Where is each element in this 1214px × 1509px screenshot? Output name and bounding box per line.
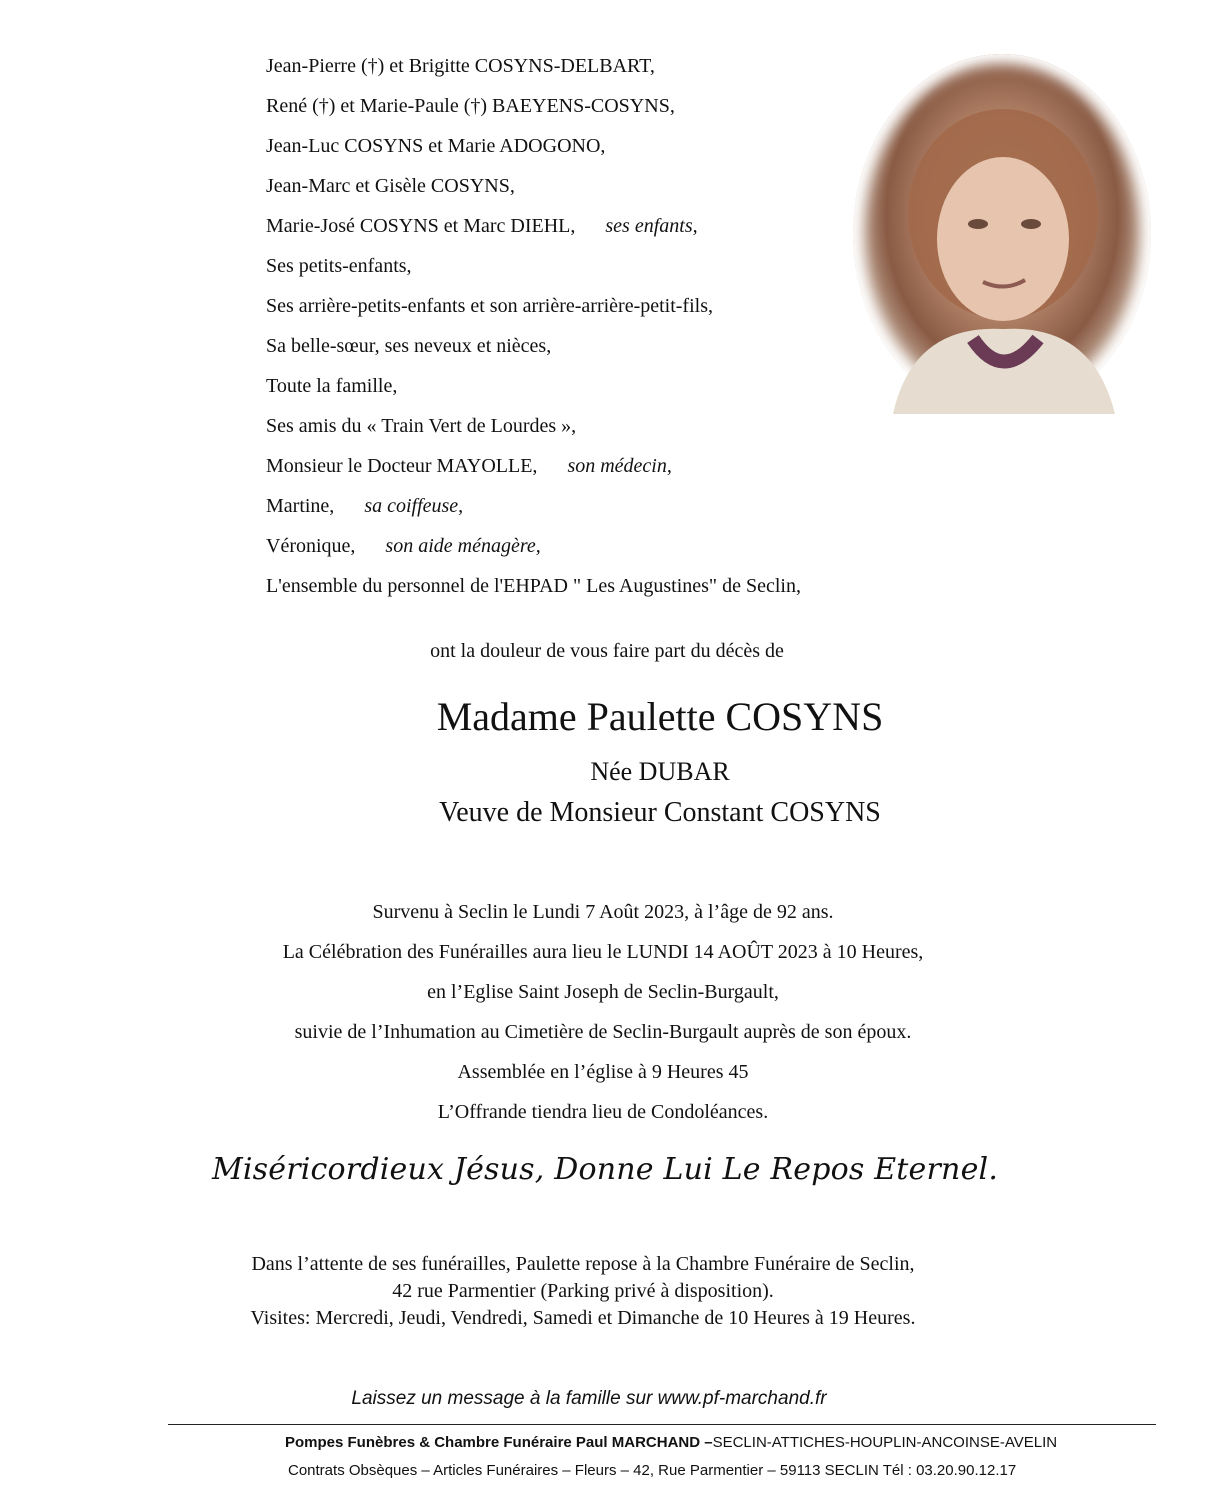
detail-line: Assemblée en l’église à 9 Heures 45: [457, 1061, 749, 1083]
footer-company-line: [285, 1434, 1057, 1451]
family-line: Martine, sa coiffeuse,: [266, 495, 464, 517]
family-line: Ses petits-enfants,: [266, 255, 412, 277]
family-line: Ses amis du « Train Vert de Lourdes »,: [266, 415, 577, 437]
family-line: Véronique, son aide ménagère,: [266, 535, 541, 557]
detail-line: suivie de l’Inhumation au Cimetière de Seclin-Burgault auprès de son époux.: [294, 1021, 912, 1043]
family-role: son médecin,: [567, 455, 672, 477]
family-role: sa coiffeuse,: [364, 495, 464, 517]
waiting-line: 42 rue Parmentier (Parking privé à disposition).: [392, 1280, 774, 1302]
detail-line: Survenu à Seclin le Lundi 7 Août 2023, à l’âge de 92 ans.: [372, 901, 834, 923]
footer-company: Pompes Funèbres & Chambre Funéraire Paul MARCHAND –: [285, 1434, 713, 1451]
detail-line: La Célébration des Funérailles aura lieu le LUNDI 14 AOÛT 2023 à 10 Heures,: [282, 941, 924, 963]
guestbook-message: Laissez un message à la famille sur www.pf-marchand.fr: [351, 1388, 827, 1409]
waiting-line: Dans l’attente de ses funérailles, Paulette repose à la Chambre Funéraire de Seclin,: [251, 1253, 915, 1275]
widow-of: Veuve de Monsieur Constant COSYNS: [439, 797, 881, 828]
deceased-name: Madame Paulette COSYNS: [436, 694, 884, 739]
birth-name: Née DUBAR: [590, 757, 730, 786]
waiting-info: [0, 1251, 1190, 1332]
waiting-line: Visites: Mercredi, Jeudi, Vendredi, Samedi et Dimanche de 10 Heures à 19 Heures.: [250, 1307, 916, 1329]
prayer-text: Miséricordieux Jésus, Donne Lui Le Repos Eternel.: [211, 1152, 999, 1187]
footer-services: Contrats Obsèques – Articles Funéraires – Fleurs – 42, Rue Parmentier – 59113 SECLIN Tél : 03.20.90.12.17: [288, 1462, 1017, 1479]
family-line: Toute la famille,: [266, 375, 398, 397]
funeral-details: [0, 898, 1210, 1138]
footer-divider: [168, 1424, 1156, 1425]
family-line: Ses arrière-petits-enfants et son arrière-arrière-petit-fils,: [266, 295, 713, 317]
detail-line: en l’Eglise Saint Joseph de Seclin-Burgault,: [427, 981, 779, 1003]
family-line: Monsieur le Docteur MAYOLLE, son médecin,: [266, 455, 672, 477]
portrait-photo: [853, 54, 1151, 414]
family-role: ses enfants,: [605, 215, 698, 237]
family-line: Jean-Pierre (†) et Brigitte COSYNS-DELBART,: [266, 55, 655, 77]
footer-locations: SECLIN-ATTICHES-HOUPLIN-ANCOINSE-AVELIN: [712, 1434, 1058, 1451]
family-line: René (†) et Marie-Paule (†) BAEYENS-COSYNS,: [266, 95, 675, 117]
portrait-illustration: [853, 54, 1151, 414]
family-line: L'ensemble du personnel de l'EHPAD " Les Augustines" de Seclin,: [266, 575, 801, 597]
announcement-text: ont la douleur de vous faire part du décès de: [430, 640, 784, 662]
family-line: Jean-Luc COSYNS et Marie ADOGONO,: [266, 135, 606, 157]
detail-line: L’Offrande tiendra lieu de Condoléances.: [437, 1101, 769, 1123]
family-role: son aide ménagère,: [385, 535, 541, 557]
family-line: Marie-José COSYNS et Marc DIEHL, ses enfants,: [266, 215, 698, 237]
family-list: [266, 48, 906, 608]
family-line: Sa belle-sœur, ses neveux et nièces,: [266, 335, 552, 357]
family-line: Jean-Marc et Gisèle COSYNS,: [266, 175, 515, 197]
